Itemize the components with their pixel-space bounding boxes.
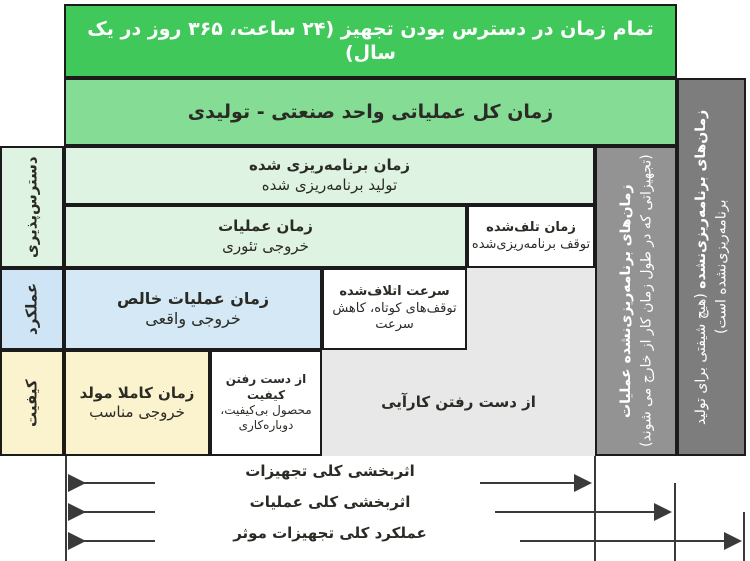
lost-time-subtitle: توقف برنامه‌ریزی‌شده — [471, 236, 591, 252]
quality-loss-title: از دست رفتن کیفیت — [225, 372, 307, 402]
fully-productive-time-title: زمان کاملا مولد — [79, 383, 195, 402]
operating-time-title: زمان عملیات — [218, 217, 313, 236]
quality-loss-cell — [210, 350, 322, 456]
banner-text: تمام زمان در دسترس بودن تجهیز (۲۴ ساعت، ۳۶۵ روز در یک سال) — [87, 17, 654, 64]
lost-time-cell — [467, 205, 595, 268]
unscheduled-subtitle: (هیچ شیفتی برای تولید برنامه‌ریزی‌نشده است) — [693, 199, 730, 425]
fully-productive-time-cell — [64, 350, 210, 456]
efficiency-loss-title: از دست رفتن کارآیی — [381, 393, 536, 412]
planned-time-cell — [64, 146, 595, 205]
efficiency-loss-cell — [322, 350, 595, 456]
unplanned-operations-time-column — [595, 146, 677, 456]
net-operating-time-subtitle: خروجی واقعی — [145, 309, 241, 328]
arrow-label-ooe: اثربخشی کلی عملیات — [249, 493, 411, 511]
unscheduled-time-column — [677, 78, 746, 456]
sidebar-item-label-quality: کیفیت — [22, 379, 41, 427]
fully-productive-time-subtitle: خروجی مناسب — [89, 403, 185, 421]
sidebar-item-performance — [0, 268, 64, 350]
operating-time-cell — [64, 205, 467, 268]
lost-time-title: زمان تلف‌شده — [486, 219, 576, 235]
unplanned-operations-text — [616, 148, 657, 454]
speed-loss-title: سرعت اتلاف‌شده — [339, 284, 450, 300]
arrow-label-oee: اثربخشی کلی تجهیزات — [245, 462, 415, 480]
net-operating-time-title: زمان عملیات خالص — [116, 288, 270, 308]
operating-time-subtitle: خروجی تئوری — [222, 236, 309, 255]
total-operating-time-cell — [64, 78, 677, 146]
net-operating-time-cell — [64, 268, 322, 350]
total-operating-time-title: زمان کل عملیاتی واحد صنعتی - تولیدی — [187, 100, 554, 123]
total-available-time-banner — [64, 4, 677, 78]
planned-time-subtitle: تولید برنامه‌ریزی شده — [261, 175, 398, 194]
sidebar-item-label-availability: دسترس‌پذیری — [22, 156, 41, 258]
arrow-label-teep: عملکرد کلی تجهیزات موثر — [233, 524, 427, 542]
sidebar-item-availability — [0, 146, 64, 268]
sidebar-item-label-performance: عملکرد — [22, 282, 41, 336]
planned-time-title: زمان برنامه‌ریزی شده — [248, 156, 411, 175]
unscheduled-text — [691, 80, 732, 454]
quality-loss-subtitle: محصول بی‌کیفیت، دوباره‌کاری — [220, 403, 312, 433]
efficiency-loss-spacer — [467, 268, 595, 350]
unplanned-operations-title: زمان‌های برنامه‌ریزی‌نشده عملیات — [617, 184, 634, 418]
speed-loss-subtitle: توقف‌های کوتاه، کاهش سرعت — [332, 300, 457, 333]
sidebar-item-quality — [0, 350, 64, 456]
unplanned-operations-subtitle: (تجهیزاتی که در طول زمان کار از خارج می شوند) — [638, 154, 654, 448]
unscheduled-title: زمان‌های برنامه‌ریزی‌نشده — [693, 109, 710, 289]
speed-loss-cell — [322, 268, 467, 350]
